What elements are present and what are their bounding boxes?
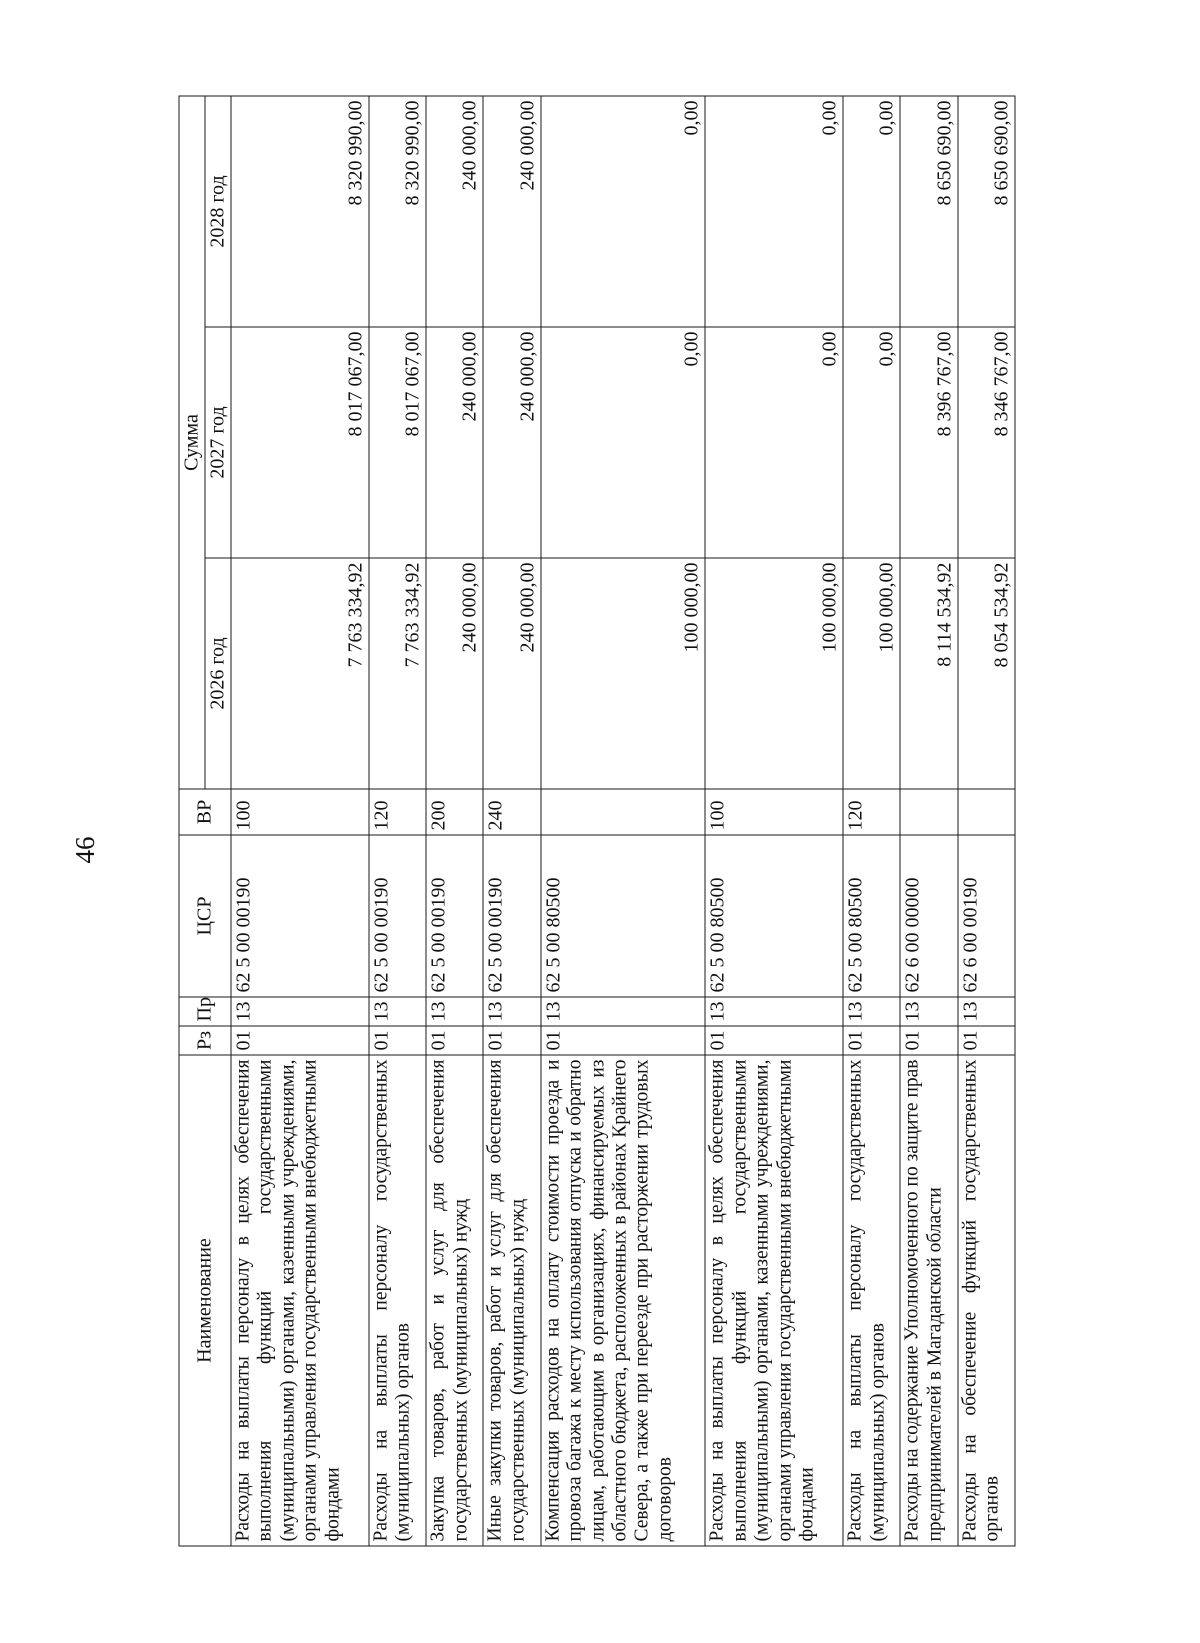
- row-csr: 62 6 00 00190: [958, 835, 1015, 997]
- row-2026: 7 763 334,92: [231, 558, 369, 789]
- table-row: [900, 96, 957, 1546]
- table-row: [705, 96, 843, 1546]
- row-name: Расходы на содержание Уполномоченного по защите прав предпринимателей в Магаданской области: [900, 1055, 957, 1546]
- table-row: [231, 96, 369, 1546]
- row-csr: 62 5 00 80500: [705, 835, 843, 997]
- header-2026: 2026 год: [205, 558, 231, 789]
- table-row: [843, 96, 900, 1546]
- row-2027: 240 000,00: [426, 327, 483, 558]
- row-2028: 8 320 990,00: [231, 96, 369, 327]
- row-csr: 62 6 00 00000: [900, 835, 957, 997]
- row-rz: 01: [705, 1026, 843, 1055]
- row-pr: 13: [369, 997, 426, 1026]
- row-rz: 01: [369, 1026, 426, 1055]
- row-2027: 8 346 767,00: [958, 327, 1015, 558]
- row-2028: 0,00: [705, 96, 843, 327]
- row-name: Расходы на обеспечение функций государственных органов: [958, 1055, 1015, 1546]
- row-csr: 62 5 00 00190: [369, 835, 426, 997]
- row-csr: 62 5 00 00190: [231, 835, 369, 997]
- row-rz: 01: [231, 1026, 369, 1055]
- header-rz: Рз: [179, 1026, 231, 1055]
- row-pr: 13: [483, 997, 540, 1026]
- row-rz: 01: [541, 1026, 706, 1055]
- row-2027: 0,00: [843, 327, 900, 558]
- row-name: Иные закупки товаров, работ и услуг для обеспечения государственных (муниципальных) нужд: [483, 1055, 540, 1546]
- row-pr: 13: [843, 997, 900, 1026]
- table-row: [369, 96, 426, 1546]
- row-name: Закупка товаров, работ и услуг для обеспечения государственных (муниципальных) нужд: [426, 1055, 483, 1546]
- row-2027: 8 017 067,00: [231, 327, 369, 558]
- row-2028: 240 000,00: [426, 96, 483, 327]
- budget-table-container: [179, 97, 1016, 1547]
- row-csr: 62 5 00 00190: [483, 835, 540, 997]
- header-sum: Сумма: [179, 96, 205, 789]
- budget-table: [179, 95, 1016, 1546]
- row-2026: 100 000,00: [843, 558, 900, 789]
- row-pr: 13: [705, 997, 843, 1026]
- row-rz: 01: [900, 1026, 957, 1055]
- table-row: [541, 96, 706, 1546]
- row-2027: 8 017 067,00: [369, 327, 426, 558]
- row-2026: 8 054 534,92: [958, 558, 1015, 789]
- row-vr: [541, 789, 706, 835]
- header-pr: Пр: [179, 997, 231, 1026]
- row-name: Расходы на выплаты персоналу государственных (муниципальных) органов: [843, 1055, 900, 1546]
- row-rz: 01: [426, 1026, 483, 1055]
- header-csr: ЦСР: [179, 835, 231, 997]
- row-2026: 240 000,00: [426, 558, 483, 789]
- row-2027: 0,00: [705, 327, 843, 558]
- row-vr: 240: [483, 789, 540, 835]
- row-2026: 100 000,00: [705, 558, 843, 789]
- row-2027: 240 000,00: [483, 327, 540, 558]
- row-pr: 13: [900, 997, 957, 1026]
- row-2026: 7 763 334,92: [369, 558, 426, 789]
- row-vr: 100: [705, 789, 843, 835]
- header-2027: 2027 год: [205, 327, 231, 558]
- row-name: Расходы на выплаты персоналу государственных (муниципальных) органов: [369, 1055, 426, 1546]
- row-2028: 8 650 690,00: [958, 96, 1015, 327]
- row-csr: 62 5 00 80500: [843, 835, 900, 997]
- row-2027: 0,00: [541, 327, 706, 558]
- row-vr: 100: [231, 789, 369, 835]
- table-row: [958, 96, 1015, 1546]
- row-2028: 8 320 990,00: [369, 96, 426, 327]
- row-pr: 13: [426, 997, 483, 1026]
- row-2028: 240 000,00: [483, 96, 540, 327]
- table-row: [483, 96, 540, 1546]
- row-pr: 13: [541, 997, 706, 1026]
- row-pr: 13: [231, 997, 369, 1026]
- page-number: 46: [70, 836, 100, 864]
- row-pr: 13: [958, 997, 1015, 1026]
- row-2026: 8 114 534,92: [900, 558, 957, 789]
- row-rz: 01: [483, 1026, 540, 1055]
- header-vr: ВР: [179, 789, 231, 835]
- row-name: Расходы на выплаты персоналу в целях обеспечения выполнения функций государственными (муниципальными) органами, казенными учреждениями, органами управления государственными внебюджетными фондами: [231, 1055, 369, 1546]
- row-vr: [958, 789, 1015, 835]
- row-csr: 62 5 00 00190: [426, 835, 483, 997]
- row-2027: 8 396 767,00: [900, 327, 957, 558]
- row-vr: [900, 789, 957, 835]
- row-vr: 200: [426, 789, 483, 835]
- table-row: [426, 96, 483, 1546]
- row-csr: 62 5 00 80500: [541, 835, 706, 997]
- row-name: Расходы на выплаты персоналу в целях обеспечения выполнения функций государственными (муниципальными) органами, казенными учреждениями, органами управления государственными внебюджетными фондами: [705, 1055, 843, 1546]
- row-2028: 0,00: [843, 96, 900, 327]
- row-2026: 100 000,00: [541, 558, 706, 789]
- row-rz: 01: [958, 1026, 1015, 1055]
- row-vr: 120: [843, 789, 900, 835]
- row-rz: 01: [843, 1026, 900, 1055]
- row-2026: 240 000,00: [483, 558, 540, 789]
- row-name: Компенсация расходов на оплату стоимости проезда и провоза багажа к месту использования отпуска и обратно лицам, работающим в организациях, финансируемых из областного бюджета, расположенных в районах Крайнего Севера, а также при переезде при расторжении трудовых договоров: [541, 1055, 706, 1546]
- row-2028: 8 650 690,00: [900, 96, 957, 327]
- row-vr: 120: [369, 789, 426, 835]
- header-2028: 2028 год: [205, 96, 231, 327]
- header-name: Наименование: [179, 1055, 231, 1546]
- row-2028: 0,00: [541, 96, 706, 327]
